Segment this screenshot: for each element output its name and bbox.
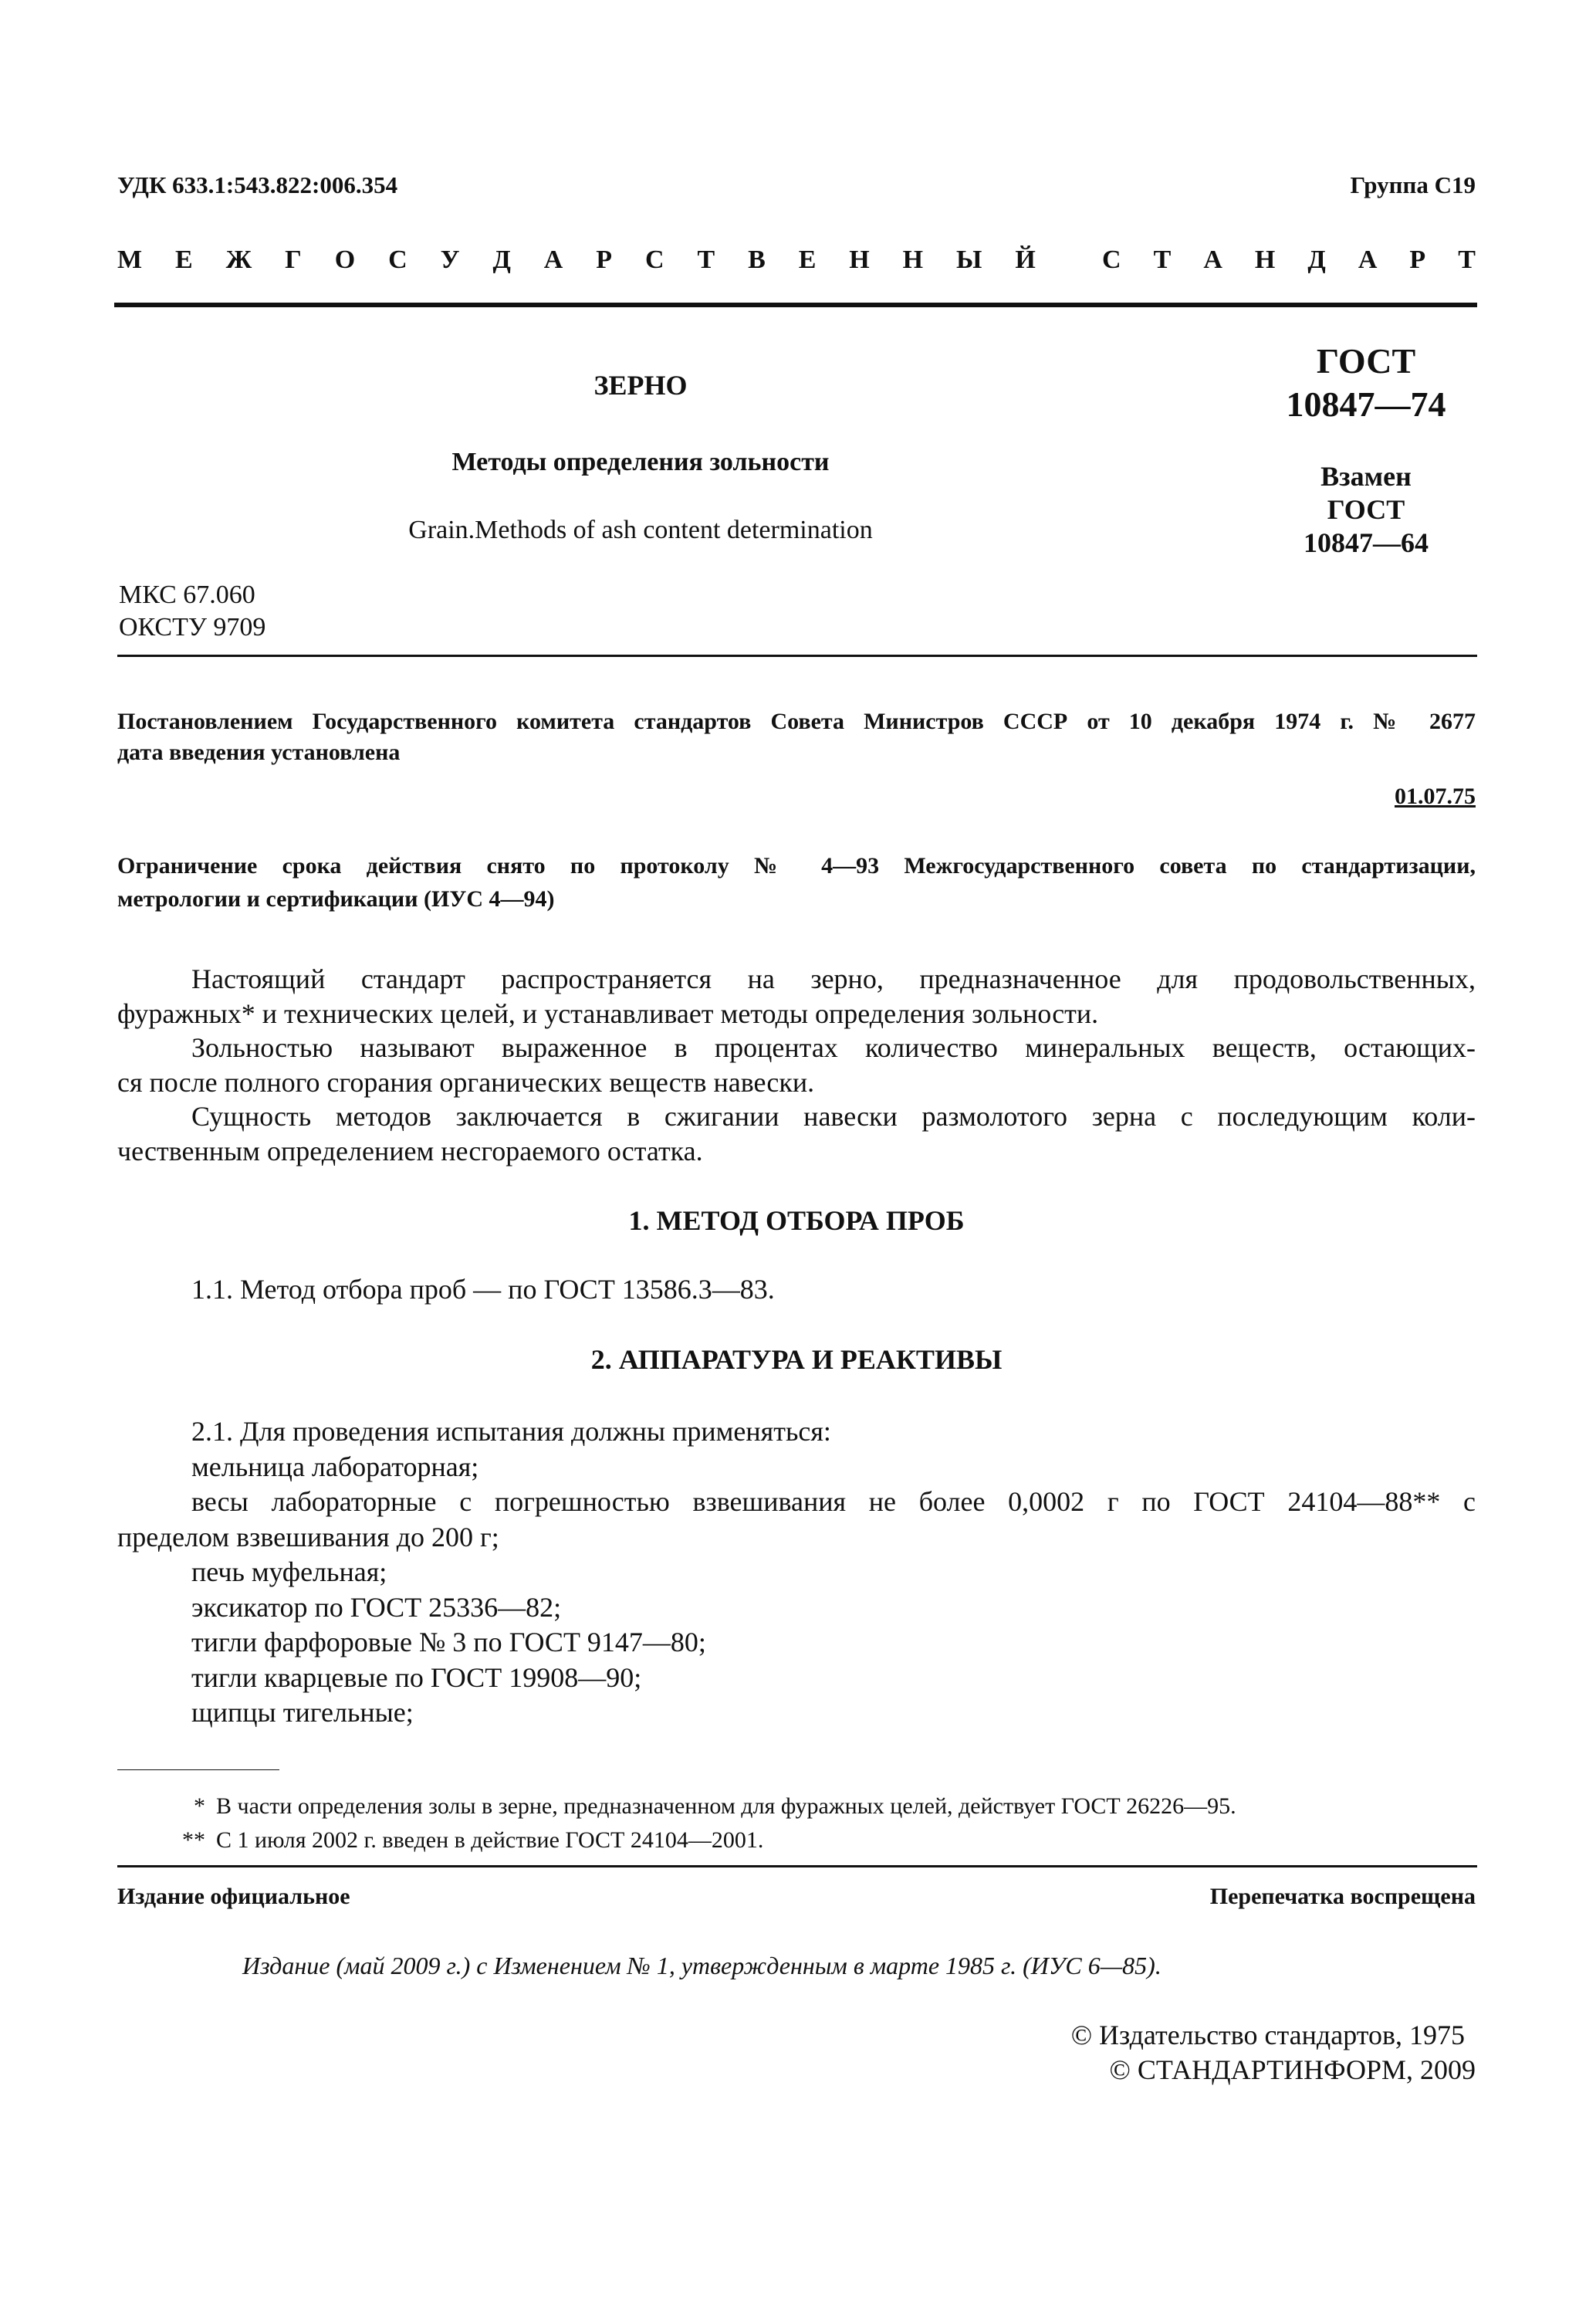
footnote-text: В части определения золы в зерне, предназначенном для фуражных целей, действует ГОСТ 26226—95. bbox=[216, 1793, 1236, 1819]
paragraph-line: Сущность методов заключается в сжигании навески размолотого зерна с последующим коли- bbox=[191, 1101, 1476, 1132]
footnote-text: С 1 июля 2002 г. введен в действие ГОСТ 24104—2001. bbox=[216, 1827, 764, 1853]
section-2-heading: 2. АППАРАТУРА И РЕАКТИВЫ bbox=[590, 1344, 1003, 1375]
decree-line: Постановлением Государственного комитета стандартов Совета Министров СССР от 10 декабря 1974 г. № 2677 bbox=[117, 709, 1476, 734]
title-letter: Е bbox=[175, 245, 193, 274]
title-letter: Н bbox=[1254, 245, 1276, 274]
title-letter: Н bbox=[902, 245, 924, 274]
document-subtitle: Методы определения зольности bbox=[451, 448, 830, 476]
edition-note: Издание (май 2009 г.) с Изменением № 1, утвержденным в марте 1985 г. (ИУС 6—85). bbox=[242, 1952, 1161, 1979]
titleblock-rule bbox=[117, 655, 1477, 657]
title-letter: А bbox=[1203, 245, 1222, 274]
list-item: эксикатор по ГОСТ 25336—82; bbox=[191, 1591, 562, 1623]
title-letter: А bbox=[1358, 245, 1378, 274]
footnote-mark: ** bbox=[182, 1827, 205, 1853]
list-item: тигли кварцевые по ГОСТ 19908—90; bbox=[191, 1661, 642, 1693]
footnotes bbox=[117, 1789, 1236, 1857]
title-letter: В bbox=[748, 245, 766, 274]
decree-line: дата введения установлена bbox=[117, 740, 401, 765]
title-letter: Д bbox=[492, 245, 511, 274]
list-item: печь муфельная; bbox=[191, 1556, 387, 1587]
title-letter: Г bbox=[285, 245, 302, 274]
limit-line: метрологии и сертификации (ИУС 4—94) bbox=[117, 886, 555, 912]
gost-designation bbox=[1235, 340, 1497, 426]
header-rule bbox=[114, 303, 1477, 307]
intro-paragraphs bbox=[117, 962, 1476, 1168]
title-letter: А bbox=[543, 245, 563, 274]
group-code: Группа С19 bbox=[1350, 171, 1476, 198]
replaces-number: 10847—64 bbox=[1304, 527, 1429, 558]
limit-removed-text bbox=[117, 849, 1476, 916]
title-letter: О bbox=[334, 245, 356, 274]
title-letter: Д bbox=[1307, 245, 1326, 274]
gost-number: 10847—74 bbox=[1286, 384, 1446, 424]
title-letter: Р bbox=[596, 245, 613, 274]
replaces-gost: ГОСТ bbox=[1327, 494, 1405, 525]
section-1-item: 1.1. Метод отбора проб — по ГОСТ 13586.3—83. bbox=[191, 1274, 775, 1305]
list-item: мельница лабораторная; bbox=[191, 1451, 479, 1482]
footnote-mark: * bbox=[194, 1793, 205, 1819]
paragraph-line: Зольностью называют выраженное в процентах количество минеральных веществ, остающих- bbox=[191, 1032, 1476, 1063]
title-letter: Т bbox=[1153, 245, 1172, 274]
section-2-list bbox=[117, 1414, 1476, 1731]
introduction-date: 01.07.75 bbox=[1395, 784, 1476, 809]
footer-rule bbox=[117, 1865, 1477, 1867]
copyright-line: © Издательство стандартов, 1975 bbox=[1070, 2020, 1465, 2050]
okstu-code: ОКСТУ 9709 bbox=[119, 613, 266, 642]
footnote-rule bbox=[117, 1769, 279, 1770]
paragraph-line: фуражных* и технических целей, и устанавливает методы определения зольности. bbox=[117, 997, 1099, 1029]
mks-code: МКС 67.060 bbox=[119, 581, 255, 609]
title-interstate bbox=[117, 245, 1036, 275]
section-1-heading: 1. МЕТОД ОТБОРА ПРОБ bbox=[628, 1205, 965, 1236]
english-title: Grain.Methods of ash content determination bbox=[408, 516, 873, 544]
classification-codes bbox=[119, 579, 265, 644]
title-letter: С bbox=[1102, 245, 1121, 274]
list-item: щипцы тигельные; bbox=[191, 1697, 414, 1728]
paragraph-line: Настоящий стандарт распространяется на зерно, предназначенное для продовольственных, bbox=[191, 963, 1476, 994]
title-letter: Р bbox=[1409, 245, 1426, 274]
list-item: пределом взвешивания до 200 г; bbox=[117, 1521, 499, 1552]
title-letter: С bbox=[388, 245, 407, 274]
gost-label: ГОСТ bbox=[1316, 341, 1416, 381]
title-letter: С bbox=[644, 245, 664, 274]
title-letter: Т bbox=[697, 245, 715, 274]
reprint-prohibited: Перепечатка воспрещена bbox=[1209, 1884, 1476, 1909]
paragraph-line: чественным определением несгораемого остатка. bbox=[117, 1135, 703, 1166]
title-standard bbox=[1102, 245, 1476, 275]
document-name: ЗЕРНО bbox=[593, 370, 688, 401]
copyright-block bbox=[1071, 2018, 1476, 2087]
title-letter: У bbox=[440, 245, 460, 274]
title-letter: Ж bbox=[225, 245, 252, 274]
title-letter: Е bbox=[798, 245, 817, 274]
replaces-label: Взамен bbox=[1320, 461, 1412, 492]
title-letter: Й bbox=[1015, 245, 1036, 274]
title-letter: Т bbox=[1458, 245, 1476, 274]
limit-line: Ограничение срока действия снято по протоколу № 4—93 Межгосударственного совета по стандартизации, bbox=[117, 853, 1476, 879]
udk-code: УДК 633.1:543.822:006.354 bbox=[117, 171, 398, 198]
list-item: тигли фарфоровые № 3 по ГОСТ 9147—80; bbox=[191, 1627, 706, 1657]
paragraph-line: ся после полного сгорания органических веществ навески. bbox=[117, 1066, 815, 1098]
list-item: весы лабораторные с погрешностью взвешивания не более 0,0002 г по ГОСТ 24104—88** с bbox=[191, 1486, 1476, 1517]
replaces-block bbox=[1235, 460, 1497, 560]
official-edition: Издание официальное bbox=[117, 1884, 350, 1909]
title-letter: Ы bbox=[956, 245, 982, 274]
list-intro: 2.1. Для проведения испытания должны применяться: bbox=[191, 1416, 831, 1447]
decree-text bbox=[117, 706, 1476, 768]
title-letter: М bbox=[117, 245, 143, 274]
copyright-line: © СТАНДАРТИНФОРМ, 2009 bbox=[1109, 2054, 1476, 2085]
title-letter: Н bbox=[849, 245, 870, 274]
